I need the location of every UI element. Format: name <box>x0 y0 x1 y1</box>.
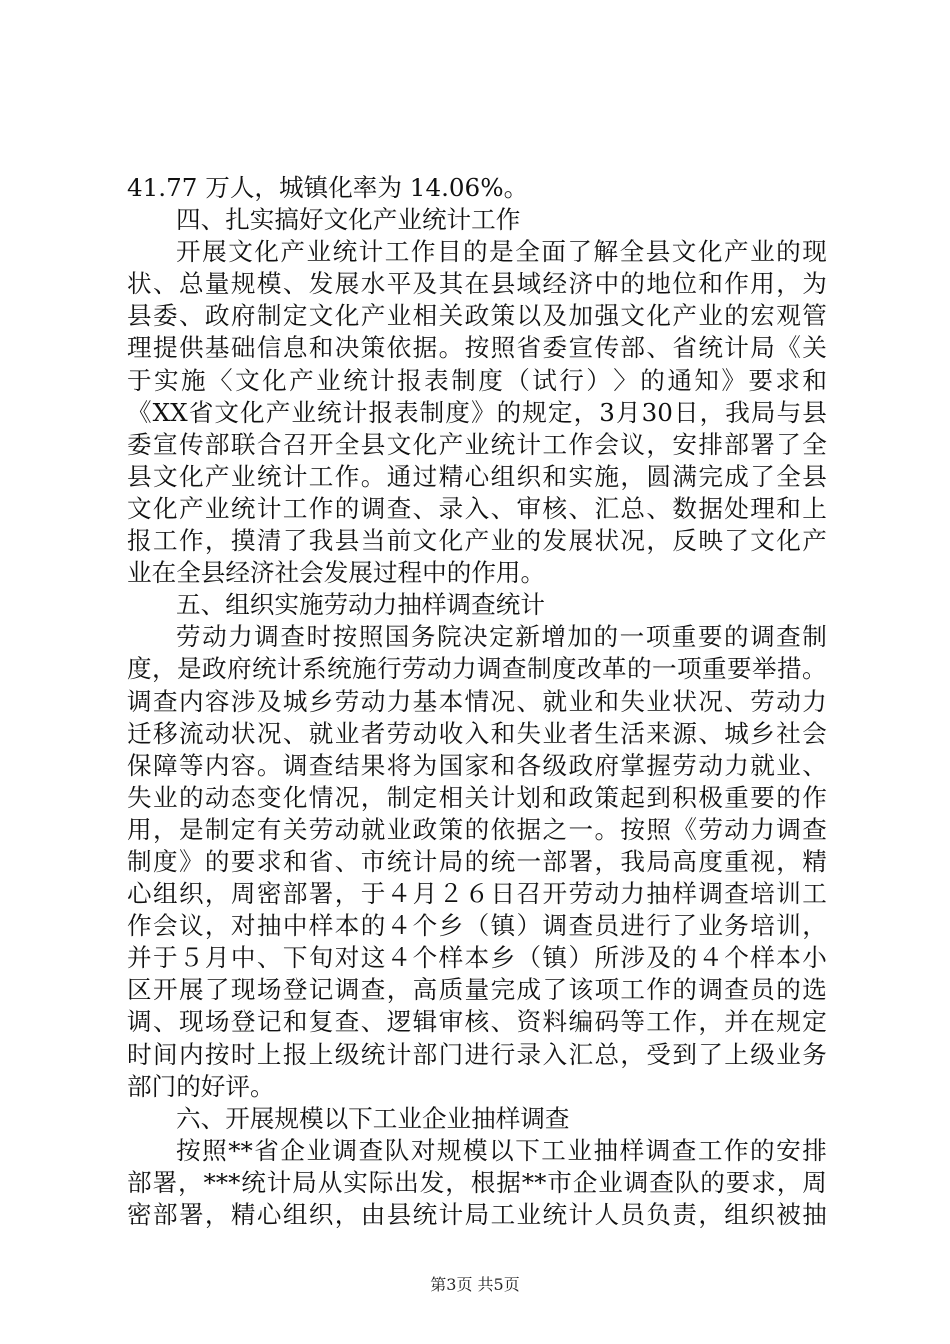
text-line: 时 间 内 按 时 上 报 上 级 统 计 部 门 进 行 录 入 汇 总 ， 受 到 了 上 级 业 务 <box>127 1039 827 1069</box>
text-line: 劳 动 力 调 查 时 按 照 国 务 院 决 定 新 增 加 的 一 项 重 要 的 调 查 制 <box>176 622 827 652</box>
text-line: 心 组 织 ， 周 密 部 署 ， 于 ４ 月 ２ ６ 日 召 开 劳 动 力 抽 样 调 查 培 训 工 <box>127 879 827 909</box>
text-line: 县 委 、 政 府 制 定 文 化 产 业 相 关 政 策 以 及 加 强 文 化 产 业 的 宏 观 管 <box>127 301 827 331</box>
text-line: 度 ， 是 政 府 统 计 系 统 施 行 劳 动 力 调 查 制 度 改 革 的 一 项 重 要 举 措 。 <box>127 654 827 684</box>
text-line: 区 开 展 了 现 场 登 记 调 查 ， 高 质 量 完 成 了 该 项 工 作 的 调 查 员 的 选 <box>127 975 827 1005</box>
text-line: 六、开展规模以下工业企业抽样调查 <box>176 1103 570 1133</box>
text-line: 迁 移 流 动 状 况 、 就 业 者 劳 动 收 入 和 失 业 者 生 活 来 源 、 城 乡 社 会 <box>127 718 827 748</box>
text-line: 文 化 产 业 统 计 工 作 的 调 查 、 录 入 、 审 核 、 汇 总 、 数 据 处 理 和 上 <box>127 493 827 523</box>
text-line: 用 ， 是 制 定 有 关 劳 动 就 业 政 策 的 依 据 之 一 。 按 照 《 劳 动 力 调 查 <box>127 814 827 844</box>
text-line: 五、组织实施劳动力抽样调查统计 <box>176 590 545 620</box>
text-line: 业在全县经济社会发展过程中的作用。 <box>127 558 546 588</box>
document-body <box>127 172 827 1231</box>
text-line: 41.77 万人，城镇化率为 14.06%。 <box>127 173 529 202</box>
text-line: 按 照 ** 省 企 业 调 查 队 对 规 模 以 下 工 业 抽 样 调 查 工 作 的 安 排 <box>176 1135 827 1165</box>
text-line: 开 展 文 化 产 业 统 计 工 作 目 的 是 全 面 了 解 全 县 文 化 产 业 的 现 <box>176 237 827 267</box>
text-line: 委 宣 传 部 联 合 召 开 全 县 文 化 产 业 统 计 工 作 会 议 ， 安 排 部 署 了 全 <box>127 429 827 459</box>
page-footer: 第3页 共5页 <box>430 1275 520 1294</box>
text-line: 制 度 》 的 要 求 和 省 、 市 统 计 局 的 统 一 部 署 ， 我 局 高 度 重 视 ， 精 <box>127 846 827 876</box>
text-line: 失 业 的 动 态 变 化 情 况 ， 制 定 相 关 计 划 和 政 策 起 到 积 极 重 要 的 作 <box>127 782 827 812</box>
text-line: 调 查 内 容 涉 及 城 乡 劳 动 力 基 本 情 况 、 就 业 和 失 业 状 况 、 劳 动 力 <box>127 686 827 716</box>
text-line: 县 文 化 产 业 统 计 工 作 。 通 过 精 心 组 织 和 实 施 ， 圆 满 完 成 了 全 县 <box>127 461 827 491</box>
text-line: 四、扎实搞好文化产业统计工作 <box>176 205 521 235</box>
text-line: 于 实 施 〈 文 化 产 业 统 计 报 表 制 度 （ 试 行 ） 〉 的 通 知 》 要 求 和 <box>127 365 827 395</box>
text-line: 保 障 等 内 容 。 调 查 结 果 将 为 国 家 和 各 级 政 府 掌 握 劳 动 力 就 业 、 <box>127 750 827 780</box>
text-line: 状 、 总 量 规 模 、 发 展 水 平 及 其 在 县 域 经 济 中 的 地 位 和 作 用 ， 为 <box>127 269 827 299</box>
text-line: 并 于 ５ 月 中 、 下 旬 对 这 ４ 个 样 本 乡 （ 镇 ） 所 涉 及 的 ４ 个 样 本 小 <box>127 943 827 973</box>
text-line: 密 部 署 ， 精 心 组 织 ， 由 县 统 计 局 工 业 统 计 人 员 负 责 ， 组 织 被 抽 <box>127 1200 827 1229</box>
text-line: 部门的好评。 <box>127 1071 275 1101</box>
text-line: 报 工 作 ， 摸 清 了 我 县 当 前 文 化 产 业 的 发 展 状 况 ， 反 映 了 文 化 产 <box>127 526 827 556</box>
text-line: 作 会 议 ， 对 抽 中 样 本 的 ４ 个 乡 （ 镇 ） 调 查 员 进 行 了 业 务 培 训 ， <box>127 911 827 941</box>
text-line: 理 提 供 基 础 信 息 和 决 策 依 据 。 按 照 省 委 宣 传 部 、 省 统 计 局 《 关 <box>127 333 827 363</box>
text-line: 部 署 ， *** 统 计 局 从 实 际 出 发 ， 根 据 ** 市 企 业 调 查 队 的 要 求 ， 周 <box>127 1167 827 1197</box>
text-line: 调 、 现 场 登 记 和 复 查 、 逻 辑 审 核 、 资 料 编 码 等 工 作 ， 并 在 规 定 <box>127 1007 827 1037</box>
text-line: 《 XX 省 文 化 产 业 统 计 报 表 制 度 》 的 规 定 ， 3 月 30 日 ， 我 局 与 县 <box>127 397 827 427</box>
